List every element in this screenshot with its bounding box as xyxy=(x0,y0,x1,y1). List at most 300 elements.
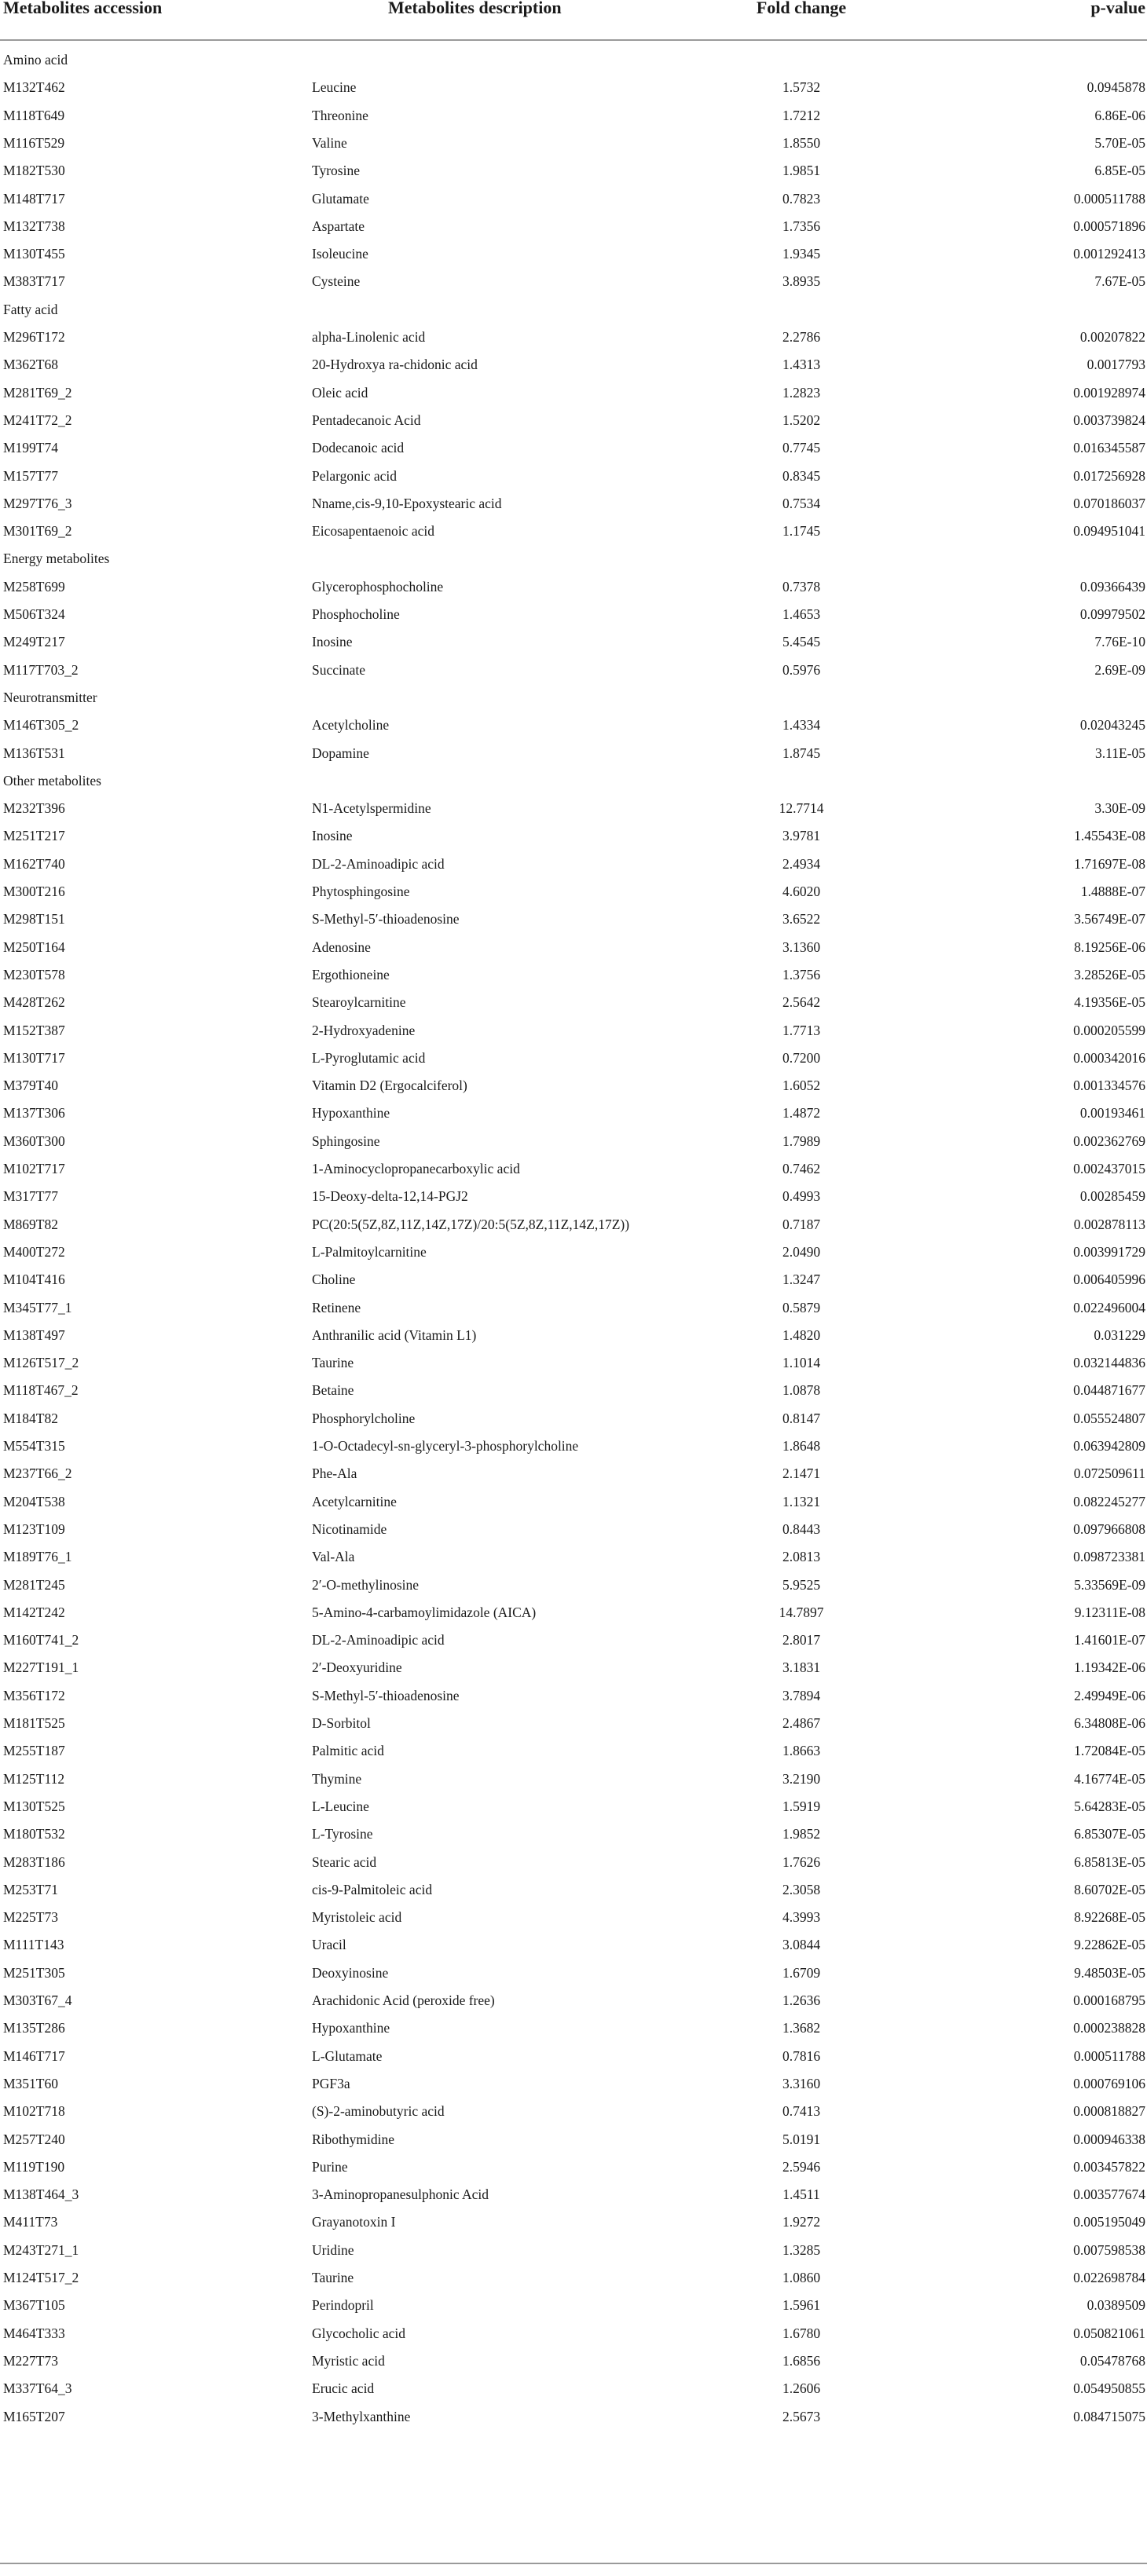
accession-cell: M249T217 xyxy=(3,634,65,650)
table-row xyxy=(0,2126,1147,2153)
table-row xyxy=(0,712,1147,739)
fold-change-cell: 2.1471 xyxy=(782,1465,821,1482)
p-value-cell: 0.000342016 xyxy=(1073,1049,1145,1066)
description-cell: Dopamine xyxy=(312,745,369,761)
fold-change-cell: 1.4872 xyxy=(782,1105,821,1122)
fold-change-cell: 1.5202 xyxy=(782,412,821,428)
accession-cell: M237T66_2 xyxy=(3,1465,72,1482)
table-row xyxy=(0,2043,1147,2070)
fold-change-cell: 2.5673 xyxy=(782,2408,821,2424)
table-row xyxy=(0,2347,1147,2375)
p-value-cell: 1.19342E-06 xyxy=(1074,1659,1145,1676)
p-value-cell: 8.60702E-05 xyxy=(1074,1881,1145,1897)
description-cell: 1-O-Octadecyl-sn-glyceryl-3-phosphorylcholine xyxy=(312,1438,579,1454)
table-row xyxy=(0,795,1147,822)
accession-cell: M182T530 xyxy=(3,163,65,179)
description-cell: Taurine xyxy=(312,2270,354,2285)
p-value-cell: 7.67E-05 xyxy=(1094,273,1145,290)
description-cell: L-Tyrosine xyxy=(312,1826,373,1842)
accession-cell: M146T717 xyxy=(3,2047,65,2064)
table-row xyxy=(0,2320,1147,2347)
fold-change-cell: 2.3058 xyxy=(782,1881,821,1897)
accession-cell: M180T532 xyxy=(3,1826,65,1842)
table-row xyxy=(0,1239,1147,1266)
fold-change-cell: 1.8745 xyxy=(782,745,821,761)
table-row xyxy=(0,240,1147,268)
description-cell: Glycerophosphocholine xyxy=(312,578,444,595)
table-row xyxy=(0,407,1147,434)
section-title-label: Other metabolites xyxy=(3,772,101,789)
accession-cell: M152T387 xyxy=(3,1022,65,1038)
description-cell: L-Leucine xyxy=(312,1798,369,1814)
table-row xyxy=(0,1849,1147,1876)
p-value-cell: 0.000168795 xyxy=(1073,1992,1145,2008)
accession-cell: M283T186 xyxy=(3,1853,65,1870)
table-row xyxy=(0,1931,1147,1959)
table-row xyxy=(0,1516,1147,1543)
table-row xyxy=(0,434,1147,462)
accession-cell: M116T529 xyxy=(3,134,65,151)
section-title xyxy=(0,46,1147,74)
fold-change-cell: 1.9851 xyxy=(782,163,821,179)
description-cell: L-Palmitoylcarnitine xyxy=(312,1243,427,1260)
accession-cell: M301T69_2 xyxy=(3,523,72,540)
table-row xyxy=(0,74,1147,101)
fold-change-cell: 0.5976 xyxy=(782,661,821,678)
accession-cell: M411T73 xyxy=(3,2214,58,2230)
table-row xyxy=(0,2264,1147,2292)
accession-cell: M157T77 xyxy=(3,467,58,484)
table-row xyxy=(0,1045,1147,1072)
fold-change-cell: 1.3682 xyxy=(782,2020,821,2036)
fold-change-cell: 14.7897 xyxy=(779,1604,824,1620)
description-cell: Glutamate xyxy=(312,190,369,207)
accession-cell: M250T164 xyxy=(3,939,65,955)
accession-cell: M165T207 xyxy=(3,2408,65,2424)
p-value-cell: 0.0945878 xyxy=(1087,79,1145,96)
fold-change-cell: 3.9781 xyxy=(782,828,821,844)
fold-change-cell: 0.5879 xyxy=(782,1299,821,1315)
p-value-cell: 0.084715075 xyxy=(1073,2408,1145,2424)
p-value-cell: 0.002878113 xyxy=(1073,1216,1145,1232)
fold-change-cell: 1.6709 xyxy=(782,1964,821,1981)
fold-change-cell: 1.7356 xyxy=(782,218,821,234)
table-row xyxy=(0,961,1147,989)
description-cell: Acetylcarnitine xyxy=(312,1493,397,1509)
p-value-cell: 3.28526E-05 xyxy=(1074,966,1145,982)
fold-change-cell: 3.8935 xyxy=(782,273,821,290)
description-cell: Myristic acid xyxy=(312,2352,385,2369)
table-row xyxy=(0,657,1147,684)
p-value-cell: 5.70E-05 xyxy=(1094,134,1145,151)
accession-cell: M138T497 xyxy=(3,1326,65,1343)
table-row xyxy=(0,268,1147,295)
table-row xyxy=(0,1072,1147,1100)
accession-cell: M125T112 xyxy=(3,1770,65,1787)
description-cell: Sphingosine xyxy=(312,1132,380,1149)
accession-cell: M251T305 xyxy=(3,1964,65,1981)
fold-change-cell: 0.7816 xyxy=(782,2047,821,2064)
description-cell: Cysteine xyxy=(312,273,361,290)
accession-cell: M303T67_4 xyxy=(3,1992,72,2008)
accession-cell: M117T703_2 xyxy=(3,661,79,678)
fold-change-cell: 5.9525 xyxy=(782,1576,821,1593)
section-title xyxy=(0,684,1147,712)
accession-cell: M383T717 xyxy=(3,273,65,290)
table-row xyxy=(0,2098,1147,2125)
p-value-cell: 0.055524807 xyxy=(1073,1410,1145,1426)
description-cell: Leucine xyxy=(312,79,357,96)
description-cell: Nicotinamide xyxy=(312,1520,387,1537)
description-cell: Stearic acid xyxy=(312,1853,377,1870)
section-title xyxy=(0,296,1147,324)
table-row xyxy=(0,1599,1147,1626)
table-row xyxy=(0,601,1147,628)
description-cell: Hypoxanthine xyxy=(312,1105,390,1122)
accession-cell: M189T76_1 xyxy=(3,1549,72,1565)
accession-cell: M464T333 xyxy=(3,2325,65,2341)
fold-change-cell: 1.4334 xyxy=(782,717,821,734)
description-cell: N1-Acetylspermidine xyxy=(312,800,431,817)
accession-cell: M253T71 xyxy=(3,1881,58,1897)
fold-change-cell: 2.5946 xyxy=(782,2158,821,2175)
p-value-cell: 0.001292413 xyxy=(1073,246,1145,262)
description-cell: Retinene xyxy=(312,1299,361,1315)
fold-change-cell: 2.2786 xyxy=(782,329,821,345)
header-description: Metabolites description xyxy=(388,0,562,17)
accession-cell: M119T190 xyxy=(3,2158,65,2175)
table-row xyxy=(0,1626,1147,1654)
p-value-cell: 1.71697E-08 xyxy=(1074,855,1145,872)
p-value-cell: 0.044871677 xyxy=(1073,1382,1145,1399)
table-row xyxy=(0,1737,1147,1765)
accession-cell: M136T531 xyxy=(3,745,65,761)
accession-cell: M135T286 xyxy=(3,2020,65,2036)
description-cell: Dodecanoic acid xyxy=(312,440,405,456)
fold-change-cell: 3.0844 xyxy=(782,1937,821,1953)
p-value-cell: 0.001334576 xyxy=(1073,1078,1145,1094)
p-value-cell: 6.86E-06 xyxy=(1094,107,1145,123)
table-row xyxy=(0,1294,1147,1322)
accession-cell: M225T73 xyxy=(3,1909,58,1926)
description-cell: Nname,cis-9,10-Epoxystearic acid xyxy=(312,495,502,511)
accession-cell: M162T740 xyxy=(3,855,65,872)
table-row xyxy=(0,1654,1147,1681)
accession-cell: M379T40 xyxy=(3,1078,58,1094)
fold-change-cell: 1.1321 xyxy=(782,1493,821,1509)
description-cell: D-Sorbitol xyxy=(312,1715,371,1731)
accession-cell: M367T105 xyxy=(3,2297,65,2314)
p-value-cell: 0.003457822 xyxy=(1073,2158,1145,2175)
fold-change-cell: 2.8017 xyxy=(782,1632,821,1648)
description-cell: Succinate xyxy=(312,661,366,678)
table-row xyxy=(0,1710,1147,1737)
table-row xyxy=(0,1959,1147,1987)
p-value-cell: 0.000946338 xyxy=(1073,2131,1145,2147)
description-cell: alpha-Linolenic acid xyxy=(312,329,426,345)
description-cell: Perindopril xyxy=(312,2297,374,2314)
table-row xyxy=(0,1766,1147,1793)
p-value-cell: 4.19356E-05 xyxy=(1074,994,1145,1011)
table-row xyxy=(0,213,1147,240)
fold-change-cell: 1.3285 xyxy=(782,2241,821,2258)
fold-change-cell: 2.4867 xyxy=(782,1715,821,1731)
table-row xyxy=(0,2014,1147,2042)
accession-cell: M146T305_2 xyxy=(3,717,79,734)
fold-change-cell: 1.6780 xyxy=(782,2325,821,2341)
table-row xyxy=(0,463,1147,490)
fold-change-cell: 5.4545 xyxy=(782,634,821,650)
p-value-cell: 0.0017793 xyxy=(1087,357,1145,373)
p-value-cell: 4.16774E-05 xyxy=(1074,1770,1145,1787)
p-value-cell: 0.003991729 xyxy=(1073,1243,1145,1260)
description-cell: 2-Hydroxyadenine xyxy=(312,1022,416,1038)
fold-change-cell: 0.7378 xyxy=(782,578,821,595)
description-cell: 3-Methylxanthine xyxy=(312,2408,411,2424)
fold-change-cell: 1.1745 xyxy=(782,523,821,540)
p-value-cell: 0.02043245 xyxy=(1079,717,1145,734)
description-cell: PGF3a xyxy=(312,2075,350,2091)
accession-cell: M230T578 xyxy=(3,966,65,982)
accession-cell: M137T306 xyxy=(3,1105,65,1122)
fold-change-cell: 2.4934 xyxy=(782,855,821,872)
accession-cell: M257T240 xyxy=(3,2131,65,2147)
description-cell: S-Methyl-5′-thioadenosine xyxy=(312,1687,460,1703)
table-row xyxy=(0,102,1147,130)
header-accession: Metabolites accession xyxy=(3,0,163,17)
p-value-cell: 0.000511788 xyxy=(1073,190,1145,207)
description-cell: Palmitic acid xyxy=(312,1743,384,1759)
p-value-cell: 6.85E-05 xyxy=(1094,163,1145,179)
table-row xyxy=(0,1820,1147,1848)
description-cell: Aspartate xyxy=(312,218,365,234)
fold-change-cell: 2.5642 xyxy=(782,994,821,1011)
accession-cell: M160T741_2 xyxy=(3,1632,79,1648)
p-value-cell: 0.000511788 xyxy=(1073,2047,1145,2064)
description-cell: Phosphocholine xyxy=(312,606,400,622)
header-p-value: p-value xyxy=(1090,0,1145,17)
accession-cell: M281T69_2 xyxy=(3,384,72,401)
table-row xyxy=(0,157,1147,185)
table-row xyxy=(0,2153,1147,2181)
description-cell: DL-2-Aminoadipic acid xyxy=(312,855,445,872)
fold-change-cell: 1.4653 xyxy=(782,606,821,622)
p-value-cell: 0.003577674 xyxy=(1073,2186,1145,2203)
section-title-label: Amino acid xyxy=(3,52,68,68)
table-row xyxy=(0,822,1147,850)
accession-cell: M360T300 xyxy=(3,1132,65,1149)
table-row xyxy=(0,2292,1147,2319)
accession-cell: M869T82 xyxy=(3,1216,58,1232)
fold-change-cell: 3.1360 xyxy=(782,939,821,955)
p-value-cell: 0.002437015 xyxy=(1073,1161,1145,1176)
description-cell: Ribothymidine xyxy=(312,2131,394,2147)
p-value-cell: 0.00285459 xyxy=(1079,1188,1145,1205)
section-title-label: Energy metabolites xyxy=(3,551,110,567)
fold-change-cell: 0.7462 xyxy=(782,1161,821,1176)
fold-change-cell: 1.2606 xyxy=(782,2380,821,2397)
table-row xyxy=(0,989,1147,1016)
accession-cell: M300T216 xyxy=(3,884,65,899)
description-cell: Choline xyxy=(312,1272,356,1288)
table-row xyxy=(0,740,1147,767)
fold-change-cell: 3.7894 xyxy=(782,1687,821,1703)
p-value-cell: 1.41601E-07 xyxy=(1074,1632,1145,1648)
p-value-cell: 7.76E-10 xyxy=(1094,634,1145,650)
accession-cell: M337T64_3 xyxy=(3,2380,72,2397)
accession-cell: M227T73 xyxy=(3,2352,58,2369)
fold-change-cell: 1.2823 xyxy=(782,384,821,401)
p-value-cell: 0.09979502 xyxy=(1079,606,1145,622)
p-value-cell: 0.000238828 xyxy=(1073,2020,1145,2036)
accession-cell: M506T324 xyxy=(3,606,65,622)
accession-cell: M102T717 xyxy=(3,1161,65,1176)
fold-change-cell: 1.3247 xyxy=(782,1272,821,1288)
p-value-cell: 0.002362769 xyxy=(1073,1132,1145,1149)
fold-change-cell: 1.7713 xyxy=(782,1022,821,1038)
accession-cell: M130T525 xyxy=(3,1798,65,1814)
fold-change-cell: 1.7212 xyxy=(782,107,821,123)
accession-cell: M118T649 xyxy=(3,107,65,123)
accession-cell: M138T464_3 xyxy=(3,2186,79,2203)
p-value-cell: 0.000571896 xyxy=(1073,218,1145,234)
p-value-cell: 0.094951041 xyxy=(1073,523,1145,540)
accession-cell: M428T262 xyxy=(3,994,65,1011)
p-value-cell: 0.016345587 xyxy=(1073,440,1145,456)
accession-cell: M126T517_2 xyxy=(3,1355,79,1371)
description-cell: Inosine xyxy=(312,828,353,844)
p-value-cell: 3.11E-05 xyxy=(1095,745,1145,761)
fold-change-cell: 5.0191 xyxy=(782,2131,821,2147)
accession-cell: M104T416 xyxy=(3,1272,65,1288)
fold-change-cell: 3.1831 xyxy=(782,1659,821,1676)
fold-change-cell: 1.5732 xyxy=(782,79,821,96)
description-cell: Phytosphingosine xyxy=(312,884,410,899)
description-cell: Grayanotoxin I xyxy=(312,2214,396,2230)
fold-change-cell: 0.7413 xyxy=(782,2103,821,2120)
table-row xyxy=(0,1543,1147,1571)
description-cell: Glycocholic acid xyxy=(312,2325,406,2341)
table-row xyxy=(0,1322,1147,1349)
accession-cell: M281T245 xyxy=(3,1576,65,1593)
description-cell: Oleic acid xyxy=(312,384,368,401)
p-value-cell: 0.001928974 xyxy=(1073,384,1145,401)
description-cell: Inosine xyxy=(312,634,353,650)
p-value-cell: 5.64283E-05 xyxy=(1074,1798,1145,1814)
description-cell: Erucic acid xyxy=(312,2380,375,2397)
p-value-cell: 0.007598538 xyxy=(1073,2241,1145,2258)
description-cell: Purine xyxy=(312,2158,348,2175)
p-value-cell: 0.082245277 xyxy=(1073,1493,1145,1509)
accession-cell: M400T272 xyxy=(3,1243,65,1260)
description-cell: S-Methyl-5′-thioadenosine xyxy=(312,911,460,928)
p-value-cell: 0.0389509 xyxy=(1087,2297,1145,2314)
p-value-cell: 3.56749E-07 xyxy=(1074,911,1145,928)
table-row xyxy=(0,1405,1147,1433)
p-value-cell: 0.00207822 xyxy=(1079,329,1145,345)
fold-change-cell: 4.6020 xyxy=(782,884,821,899)
description-cell: Eicosapentaenoic acid xyxy=(312,523,434,540)
table-row xyxy=(0,1572,1147,1599)
fold-change-cell: 0.7823 xyxy=(782,190,821,207)
description-cell: Arachidonic Acid (peroxide free) xyxy=(312,1992,495,2008)
fold-change-cell: 1.8663 xyxy=(782,1743,821,1759)
table-row xyxy=(0,1211,1147,1239)
description-cell: Valine xyxy=(312,134,347,151)
description-cell: PC(20:5(5Z,8Z,11Z,14Z,17Z)/20:5(5Z,8Z,11Z,14Z,17Z)) xyxy=(312,1216,630,1232)
p-value-cell: 1.4888E-07 xyxy=(1080,884,1145,899)
table-row xyxy=(0,573,1147,601)
description-cell: Pelargonic acid xyxy=(312,467,398,484)
fold-change-cell: 1.8648 xyxy=(782,1438,821,1454)
fold-change-cell: 0.8345 xyxy=(782,467,821,484)
p-value-cell: 5.33569E-09 xyxy=(1074,1576,1145,1593)
description-cell: Adenosine xyxy=(312,939,371,955)
fold-change-cell: 4.3993 xyxy=(782,1909,821,1926)
p-value-cell: 0.072509611 xyxy=(1073,1465,1145,1482)
p-value-cell: 9.48503E-05 xyxy=(1074,1964,1145,1981)
fold-change-cell: 1.5961 xyxy=(782,2297,821,2314)
description-cell: 1-Aminocyclopropanecarboxylic acid xyxy=(312,1161,520,1176)
header-fold-change: Fold change xyxy=(756,0,847,17)
p-value-cell: 8.19256E-06 xyxy=(1074,939,1145,955)
section-title xyxy=(0,767,1147,795)
p-value-cell: 1.72084E-05 xyxy=(1074,1743,1145,1759)
p-value-cell: 0.050821061 xyxy=(1073,2325,1145,2341)
accession-cell: M199T74 xyxy=(3,440,58,456)
p-value-cell: 0.032144836 xyxy=(1073,1355,1145,1371)
p-value-cell: 0.005195049 xyxy=(1073,2214,1145,2230)
p-value-cell: 0.054950855 xyxy=(1073,2380,1145,2397)
p-value-cell: 0.003739824 xyxy=(1073,412,1145,428)
table-row xyxy=(0,2181,1147,2208)
fold-change-cell: 3.3160 xyxy=(782,2075,821,2091)
description-cell: Vitamin D2 (Ergocalciferol) xyxy=(312,1078,467,1094)
description-cell: (S)-2-aminobutyric acid xyxy=(312,2103,445,2120)
p-value-cell: 0.00193461 xyxy=(1079,1105,1145,1122)
fold-change-cell: 1.7626 xyxy=(782,1853,821,1870)
p-value-cell: 0.022496004 xyxy=(1073,1299,1145,1315)
accession-cell: M123T109 xyxy=(3,1520,65,1537)
p-value-cell: 0.017256928 xyxy=(1073,467,1145,484)
fold-change-cell: 1.6856 xyxy=(782,2352,821,2369)
fold-change-cell: 0.8443 xyxy=(782,1520,821,1537)
table-row xyxy=(0,351,1147,379)
description-cell: L-Pyroglutamic acid xyxy=(312,1049,426,1066)
accession-cell: M351T60 xyxy=(3,2075,58,2091)
accession-cell: M118T467_2 xyxy=(3,1382,79,1399)
fold-change-cell: 1.8550 xyxy=(782,134,821,151)
description-cell: Isoleucine xyxy=(312,246,368,262)
accession-cell: M148T717 xyxy=(3,190,65,207)
description-cell: Anthranilic acid (Vitamin L1) xyxy=(312,1326,477,1343)
description-cell: L-Glutamate xyxy=(312,2047,383,2064)
p-value-cell: 0.006405996 xyxy=(1073,1272,1145,1288)
fold-change-cell: 1.7989 xyxy=(782,1132,821,1149)
accession-cell: M102T718 xyxy=(3,2103,65,2120)
table-header xyxy=(0,0,1147,27)
fold-change-cell: 1.0878 xyxy=(782,1382,821,1399)
fold-change-cell: 1.1014 xyxy=(782,1355,821,1371)
description-cell: Acetylcholine xyxy=(312,717,390,734)
p-value-cell: 6.85307E-05 xyxy=(1074,1826,1145,1842)
description-cell: Tyrosine xyxy=(312,163,360,179)
accession-cell: M297T76_3 xyxy=(3,495,72,511)
accession-cell: M356T172 xyxy=(3,1687,65,1703)
table-row xyxy=(0,1377,1147,1404)
section-title-label: Neurotransmitter xyxy=(3,689,97,705)
table-row xyxy=(0,1876,1147,1904)
